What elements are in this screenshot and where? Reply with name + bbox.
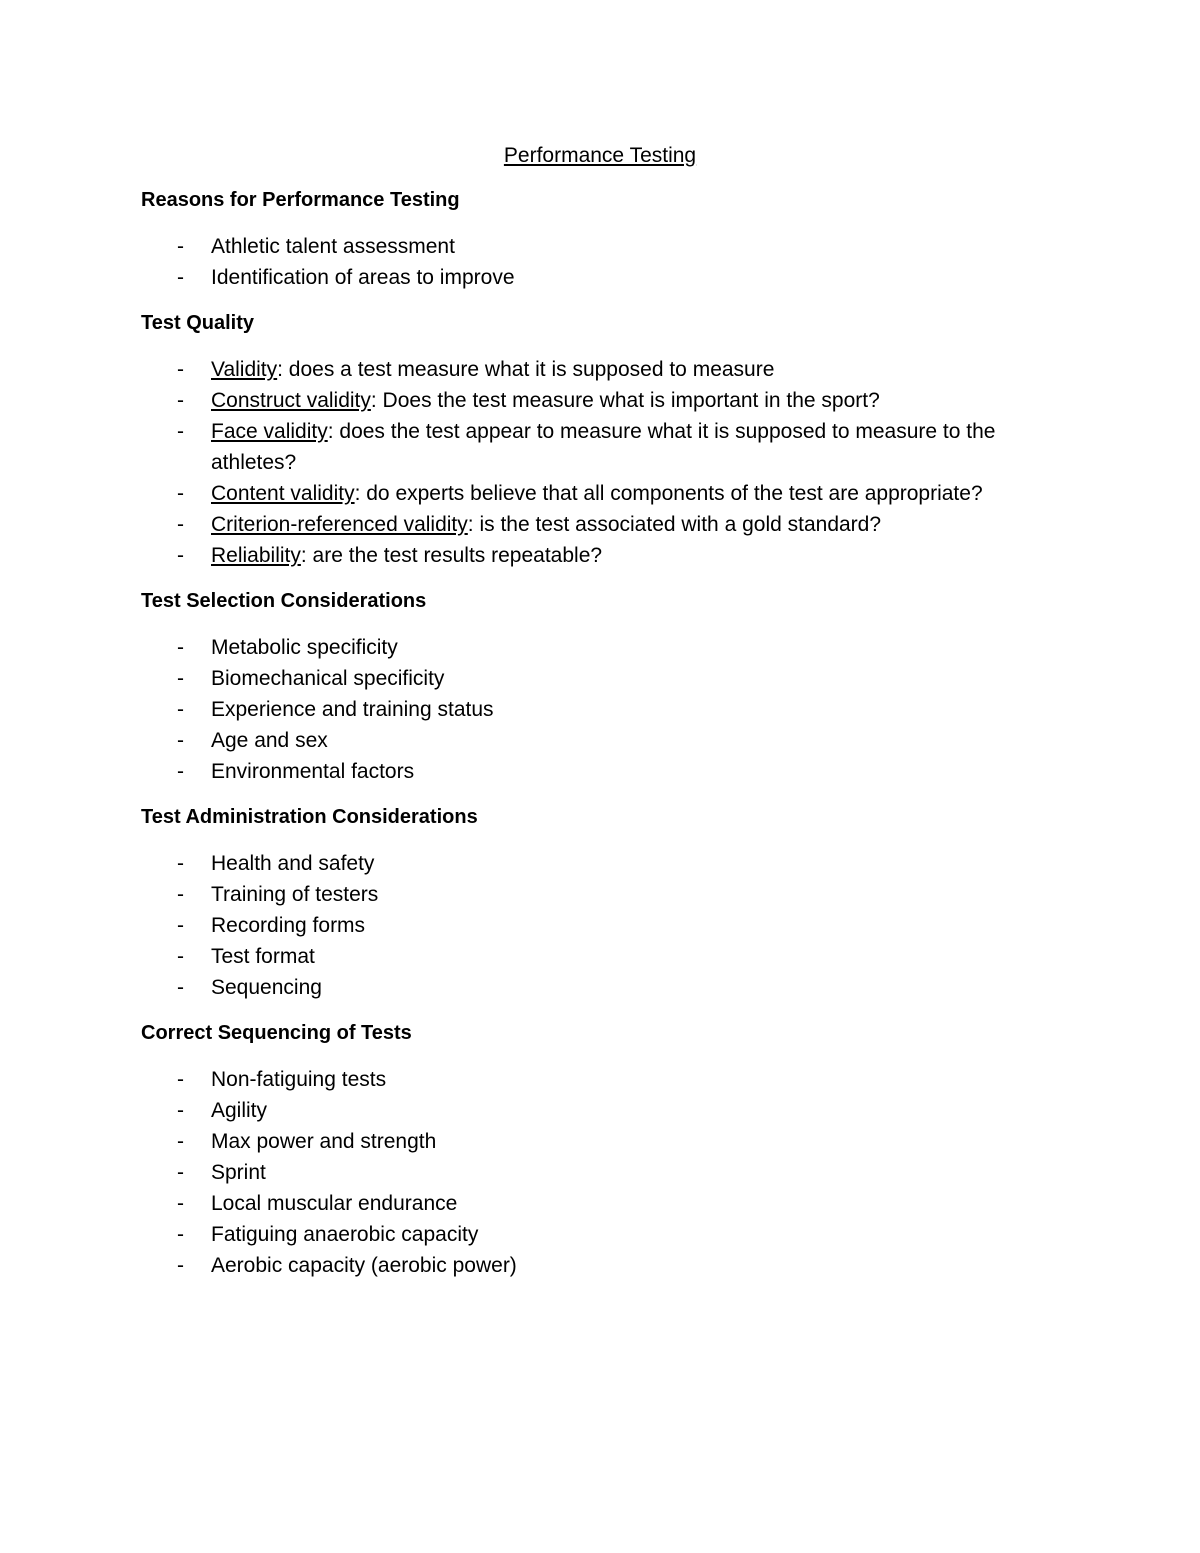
item-text: Recording forms xyxy=(211,914,366,937)
list-item xyxy=(141,1250,1041,1281)
list-item xyxy=(141,540,1041,571)
bullet-list xyxy=(141,1064,1041,1281)
item-text: Max power and strength xyxy=(211,1130,437,1153)
list-item xyxy=(141,756,1041,787)
list-item xyxy=(141,416,1041,478)
bullet-dash: - xyxy=(177,420,184,443)
item-text: : does a test measure what it is supposed to measure xyxy=(277,358,775,381)
item-text: : do experts believe that all components of the test are appropriate? xyxy=(354,482,983,505)
item-text: : does the test appear to measure what it is supposed to measure to the athletes? xyxy=(211,420,996,474)
bullet-dash: - xyxy=(177,1099,184,1122)
document-sections xyxy=(141,185,1041,1281)
bullet-dash: - xyxy=(177,389,184,412)
item-text: Sequencing xyxy=(211,976,322,999)
item-text: Health and safety xyxy=(211,852,375,875)
bullet-dash: - xyxy=(177,1254,184,1277)
bullet-list xyxy=(141,632,1041,787)
list-item xyxy=(141,694,1041,725)
bullet-dash: - xyxy=(177,544,184,567)
item-text: Agility xyxy=(211,1099,268,1122)
bullet-dash: - xyxy=(177,667,184,690)
bullet-list xyxy=(141,848,1041,1003)
item-text: Fatiguing anaerobic capacity xyxy=(211,1223,479,1246)
bullet-dash: - xyxy=(177,513,184,536)
bullet-dash: - xyxy=(177,729,184,752)
item-text: Athletic talent assessment xyxy=(211,235,455,258)
list-item xyxy=(141,1095,1041,1126)
document-content xyxy=(141,140,1041,1296)
list-item xyxy=(141,1126,1041,1157)
bullet-dash: - xyxy=(177,945,184,968)
bullet-list xyxy=(141,354,1041,571)
list-item xyxy=(141,941,1041,972)
item-text: Metabolic specificity xyxy=(211,636,398,659)
item-text: Biomechanical specificity xyxy=(211,667,445,690)
item-text: Environmental factors xyxy=(211,760,415,783)
list-item xyxy=(141,910,1041,941)
item-text: Training of testers xyxy=(211,883,379,906)
list-item xyxy=(141,879,1041,910)
document-title: Performance Testing xyxy=(503,144,697,167)
bullet-dash: - xyxy=(177,698,184,721)
list-item xyxy=(141,354,1041,385)
bullet-dash: - xyxy=(177,1068,184,1091)
section-heading: Test Quality xyxy=(141,312,254,334)
bullet-dash: - xyxy=(177,760,184,783)
section-heading: Test Selection Considerations xyxy=(141,590,427,612)
list-item xyxy=(141,478,1041,509)
list-item xyxy=(141,262,1041,293)
bullet-dash: - xyxy=(177,482,184,505)
bullet-dash: - xyxy=(177,235,184,258)
list-item xyxy=(141,1064,1041,1095)
list-item xyxy=(141,231,1041,262)
list-item xyxy=(141,1219,1041,1250)
section-heading: Reasons for Performance Testing xyxy=(141,189,460,211)
bullet-dash: - xyxy=(177,358,184,381)
term-label: Construct validity xyxy=(211,389,371,412)
list-item xyxy=(141,725,1041,756)
bullet-dash: - xyxy=(177,1161,184,1184)
list-item xyxy=(141,509,1041,540)
bullet-list xyxy=(141,231,1041,293)
item-text: Non-fatiguing tests xyxy=(211,1068,387,1091)
list-item xyxy=(141,663,1041,694)
term-label: Criterion-referenced validity xyxy=(211,513,468,536)
item-text: : are the test results repeatable? xyxy=(300,544,603,567)
item-text: Experience and training status xyxy=(211,698,494,721)
item-text: Sprint xyxy=(211,1161,266,1184)
term-label: Validity xyxy=(211,358,278,381)
term-label: Content validity xyxy=(211,482,355,505)
bullet-dash: - xyxy=(177,852,184,875)
bullet-dash: - xyxy=(177,883,184,906)
item-text: Age and sex xyxy=(211,729,328,752)
item-text: Aerobic capacity (aerobic power) xyxy=(211,1254,517,1277)
bullet-dash: - xyxy=(177,636,184,659)
bullet-dash: - xyxy=(177,1223,184,1246)
item-text: : Does the test measure what is important in the sport? xyxy=(370,389,880,412)
list-item xyxy=(141,972,1041,1003)
section-heading: Test Administration Considerations xyxy=(141,806,478,828)
list-item xyxy=(141,632,1041,663)
term-label: Reliability xyxy=(211,544,301,567)
bullet-dash: - xyxy=(177,1192,184,1215)
list-item xyxy=(141,385,1041,416)
section-heading: Correct Sequencing of Tests xyxy=(141,1022,412,1044)
item-text: : is the test associated with a gold standard? xyxy=(467,513,882,536)
term-label: Face validity xyxy=(211,420,328,443)
list-item xyxy=(141,1188,1041,1219)
item-text: Test format xyxy=(211,945,315,968)
item-text: Identification of areas to improve xyxy=(211,266,515,289)
bullet-dash: - xyxy=(177,976,184,999)
bullet-dash: - xyxy=(177,266,184,289)
list-item xyxy=(141,1157,1041,1188)
list-item xyxy=(141,848,1041,879)
bullet-dash: - xyxy=(177,1130,184,1153)
item-text: Local muscular endurance xyxy=(211,1192,458,1215)
bullet-dash: - xyxy=(177,914,184,937)
